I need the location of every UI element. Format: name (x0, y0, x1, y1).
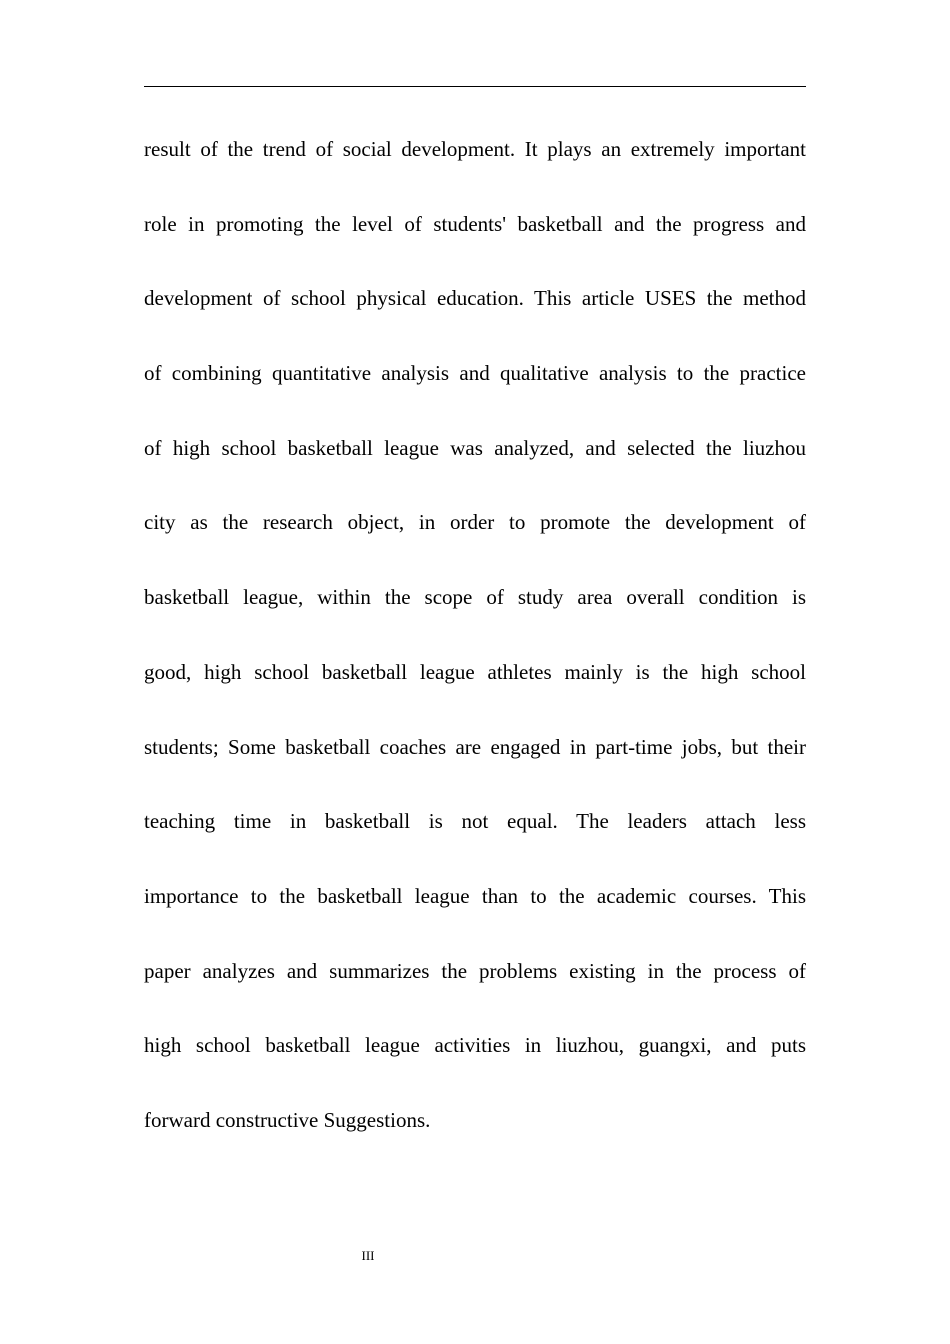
header-rule (144, 86, 806, 87)
text-line-12: paper analyzes and summarizes the problems existing in the process of (144, 958, 806, 983)
abstract-paragraph (144, 112, 806, 1158)
text-line-1: result of the trend of social development. It plays an extremely important (144, 137, 806, 161)
text-line-13: high school basketball league activities in liuzhou, guangxi, and puts (144, 1033, 806, 1058)
text-line-4: of combining quantitative analysis and qualitative analysis to the practice (144, 361, 806, 386)
text-line-6: city as the research object, in order to promote the development of (144, 510, 806, 535)
text-line-7: basketball league, within the scope of study area overall condition is (144, 585, 806, 610)
page-number: III (361, 1248, 375, 1263)
text-line-10: teaching time in basketball is not equal. The leaders attach less (144, 809, 806, 834)
text-line-2: role in promoting the level of students' basketball and the progress and (144, 211, 806, 236)
text-line-3: development of school physical education. This article USES the method (144, 286, 806, 311)
text-line-8: good, high school basketball league athletes mainly is the high school (144, 659, 806, 684)
text-line-5: of high school basketball league was analyzed, and selected the liuzhou (144, 435, 806, 460)
text-line-11: importance to the basketball league than to the academic courses. This (144, 883, 806, 908)
text-line-9: students; Some basketball coaches are engaged in part-time jobs, but their (144, 734, 806, 759)
text-line-14: forward constructive Suggestions. (144, 1107, 431, 1132)
